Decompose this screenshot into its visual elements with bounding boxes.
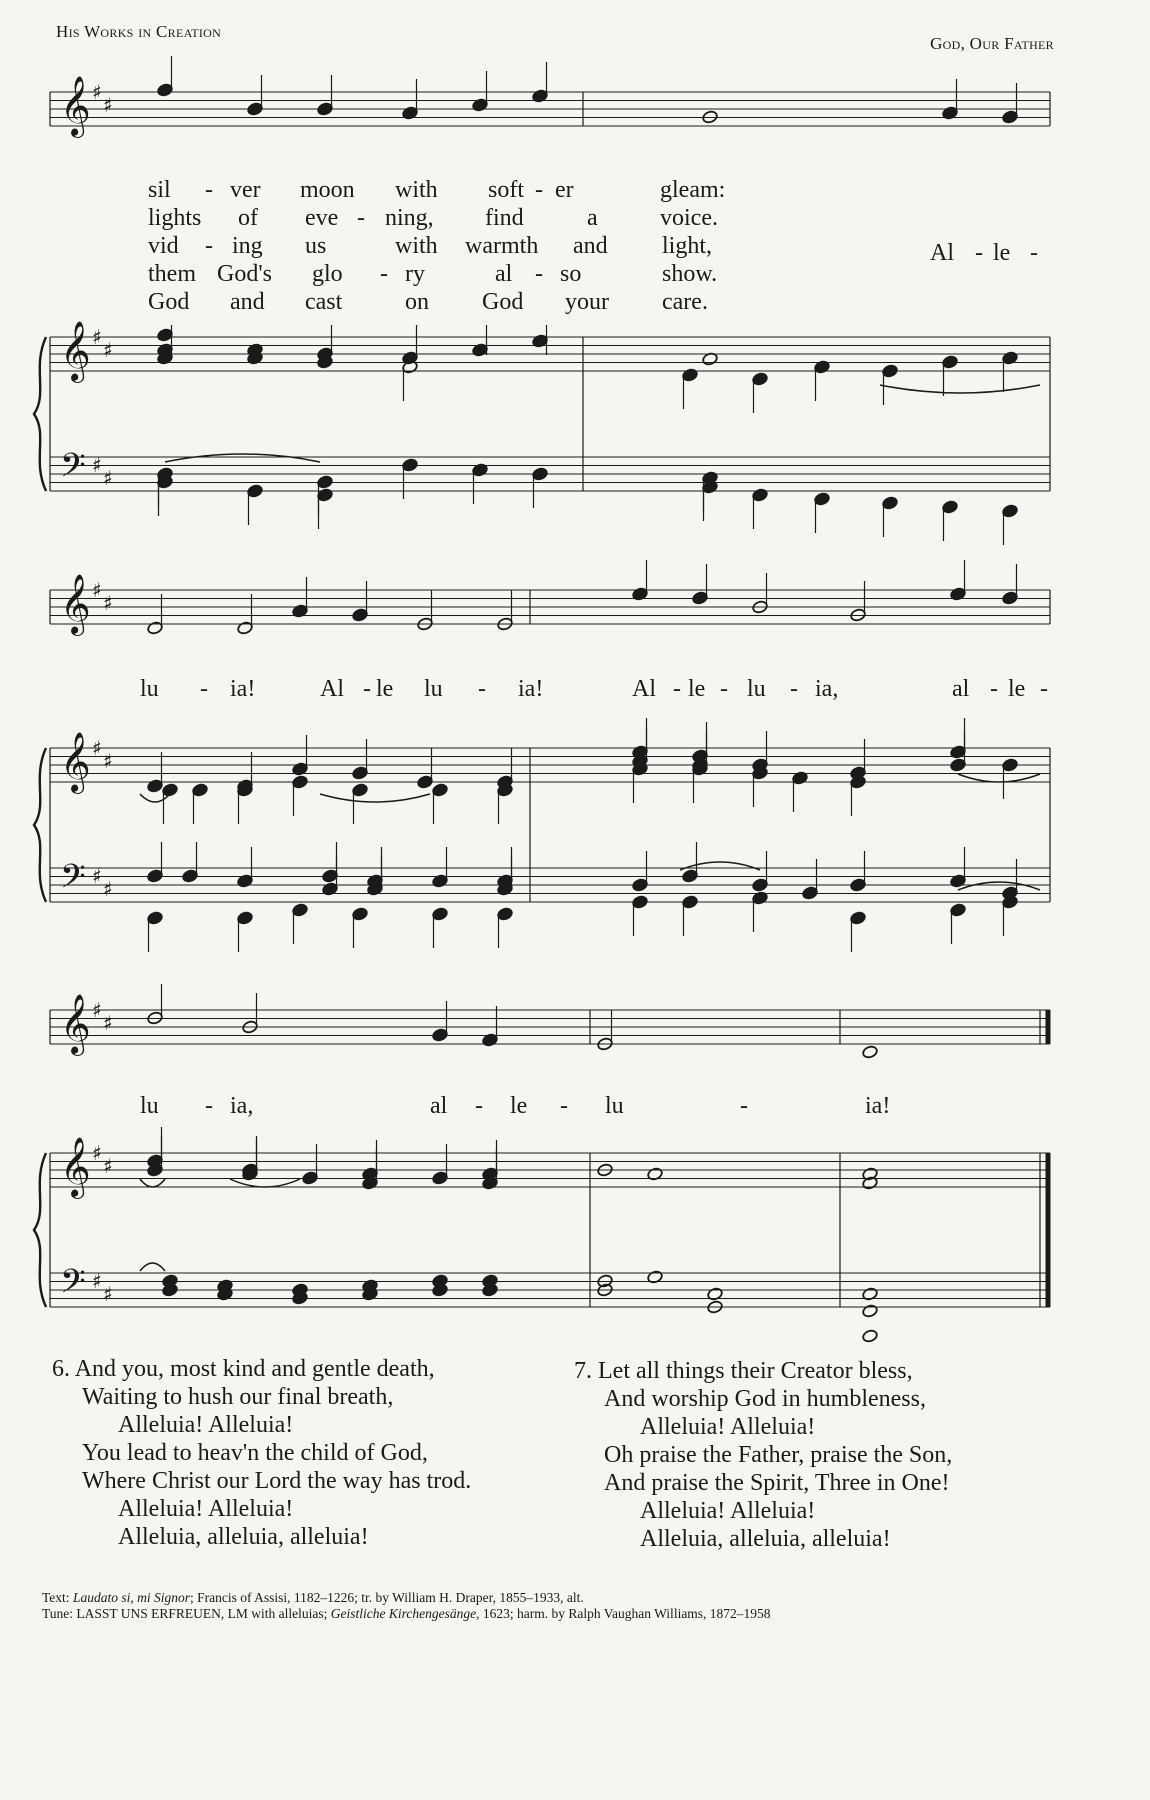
lyric-syllable: -	[380, 261, 388, 287]
note-head	[682, 869, 699, 883]
verse-number: 6.	[52, 1356, 70, 1382]
note-head	[814, 492, 831, 506]
lyric-syllable: -	[790, 676, 798, 702]
lyric-syllable: find	[485, 205, 524, 231]
note-head	[692, 591, 709, 605]
lyric-syllable: -	[205, 1093, 213, 1119]
lyric-syllable: -	[990, 676, 998, 702]
treble-clef: 𝄞	[60, 76, 91, 136]
verse-line: 6. And you, most kind and gentle death,	[52, 1356, 435, 1382]
treble-clef: 𝄞	[60, 994, 91, 1054]
note-head	[862, 1304, 879, 1318]
lyric-syllable: on	[405, 289, 429, 315]
treble-clef: 𝄞	[60, 321, 91, 381]
lyric-syllable: ia!	[865, 1093, 891, 1119]
note-head	[432, 783, 449, 797]
note-head	[862, 1329, 879, 1343]
lyric-syllable: God	[482, 289, 524, 315]
lyric-syllable: soft	[488, 177, 524, 203]
note-head	[147, 869, 164, 883]
note-head	[1002, 758, 1019, 772]
lyric-syllable: your	[565, 289, 609, 315]
treble-clef: 𝄞	[60, 1137, 91, 1197]
verse-6	[52, 1355, 471, 1551]
verse-7	[574, 1357, 952, 1553]
note-head	[882, 364, 899, 378]
lyric-syllable: cast	[305, 289, 343, 315]
lyric-syllable: a	[587, 205, 598, 231]
note-head	[352, 766, 369, 780]
note-head	[682, 895, 699, 909]
lyric-syllable: ver	[230, 177, 261, 203]
brace	[34, 748, 46, 902]
note-head	[1002, 504, 1019, 518]
category-header: God, Our Father	[930, 34, 1054, 53]
lyric-syllable: ing	[232, 233, 263, 259]
tune-credit: Tune: LASST UNS ERFREUEN, LM with alleluias; Geistliche Kirchengesänge, 1623; harm. by Ralph Vaughan Williams, 1872–1958	[42, 1606, 771, 1621]
lyric-syllable: sil	[148, 177, 171, 203]
note-head	[752, 372, 769, 386]
lyric-syllable: Al	[930, 240, 954, 266]
lyric-syllable: gleam:	[660, 177, 726, 203]
note-head	[317, 102, 334, 116]
lyric-syllable: of	[238, 205, 258, 231]
slur	[958, 774, 1040, 782]
note-head	[850, 911, 867, 925]
sharp-sign: ♯	[103, 591, 113, 615]
lyric-syllable: with	[395, 233, 438, 259]
note-head	[497, 907, 514, 921]
lyric-syllable: ning,	[385, 205, 434, 231]
lyric-syllable: warmth	[465, 233, 539, 259]
note-head	[532, 467, 549, 481]
verse-line: 7. Let all things their Creator bless,	[574, 1358, 913, 1384]
note-head	[237, 621, 254, 635]
sharp-sign: ♯	[92, 80, 102, 104]
brace	[34, 1153, 46, 1307]
verse-line: Alleluia, alleluia, alleluia!	[640, 1526, 891, 1552]
slur	[140, 1179, 165, 1187]
slur	[165, 454, 320, 462]
sharp-sign: ♯	[103, 338, 113, 362]
verse-line: Where Christ our Lord the way has trod.	[82, 1468, 472, 1494]
note-head	[182, 869, 199, 883]
verse-line: And praise the Spirit, Three in One!	[604, 1470, 950, 1496]
lyric-syllable: le	[376, 676, 394, 702]
lyric-syllable: -	[205, 177, 213, 203]
lyric-syllable: -	[475, 1093, 483, 1119]
verse-line: Waiting to hush our final breath,	[82, 1384, 394, 1410]
sharp-sign: ♯	[103, 1154, 113, 1178]
note-head	[317, 488, 334, 502]
bass-clef: 𝄢	[60, 447, 86, 493]
verse-line: Alleluia! Alleluia!	[640, 1414, 816, 1440]
note-head	[1002, 110, 1019, 124]
note-head	[247, 484, 264, 498]
note-head	[682, 368, 699, 382]
lyric-syllable: God's	[217, 261, 272, 287]
slur	[958, 882, 1040, 890]
lyric-syllable: glo	[312, 261, 343, 287]
lyric-syllable: -	[975, 240, 983, 266]
slur	[140, 1263, 165, 1271]
lyric-syllable: eve	[305, 205, 339, 231]
note-head	[147, 779, 164, 793]
lyric-syllable: show.	[662, 261, 718, 287]
lyric-syllable: -	[560, 1093, 568, 1119]
credits	[42, 1590, 771, 1622]
note-head	[302, 1171, 319, 1185]
lyric-syllable: lights	[148, 205, 202, 231]
note-head	[950, 903, 967, 917]
verse-number: 7.	[574, 1358, 592, 1384]
sharp-sign: ♯	[92, 1269, 102, 1293]
lyric-syllable: -	[673, 676, 681, 702]
note-head	[850, 878, 867, 892]
lyric-syllable: us	[305, 233, 327, 259]
note-head	[147, 621, 164, 635]
sharp-sign: ♯	[103, 466, 113, 490]
verse-line: Oh praise the Father, praise the Son,	[604, 1442, 953, 1468]
lyric-syllable: -	[1040, 676, 1048, 702]
lyric-syllable: and	[230, 289, 265, 315]
lyric-syllable: le	[1008, 676, 1026, 702]
lyric-syllable: ia!	[230, 676, 256, 702]
lyric-syllable: al	[952, 676, 970, 702]
lyric-syllable: le	[510, 1093, 528, 1119]
note-head	[882, 496, 899, 510]
verse-line: You lead to heav'n the child of God,	[82, 1440, 428, 1466]
note-head	[157, 83, 174, 97]
note-head	[192, 783, 209, 797]
lyric-syllable: le	[688, 676, 706, 702]
text-credit: Text: Laudato si, mi Signor; Francis of Assisi, 1182–1226; tr. by William H. Draper, 1855–1933, alt.	[42, 1590, 584, 1605]
note-head	[147, 911, 164, 925]
lyric-syllable: light,	[662, 233, 713, 259]
bass-clef: 𝄢	[60, 858, 86, 904]
verse-line: Alleluia! Alleluia!	[118, 1496, 294, 1522]
lyric-syllable: ry	[405, 261, 425, 287]
lyric-syllable: Al	[632, 676, 656, 702]
lyric-syllable: lu	[747, 676, 766, 702]
note-head	[632, 895, 649, 909]
lyric-syllable: -	[720, 676, 728, 702]
lyric-syllable: with	[395, 177, 438, 203]
lyric-syllable: God	[148, 289, 190, 315]
sharp-sign: ♯	[92, 1141, 102, 1165]
lyric-syllable: and	[573, 233, 608, 259]
lyric-syllable: -	[1030, 240, 1038, 266]
note-head	[752, 488, 769, 502]
slur	[230, 1179, 300, 1187]
lyric-syllable: so	[560, 261, 582, 287]
note-head	[802, 886, 819, 900]
verse-line: And worship God in humbleness,	[604, 1386, 926, 1412]
sharp-sign: ♯	[103, 749, 113, 773]
note-head	[292, 775, 309, 789]
sharp-sign: ♯	[103, 1282, 113, 1306]
lyric-syllable: vid	[148, 233, 179, 259]
note-head	[942, 500, 959, 514]
lyric-syllable: le	[993, 240, 1011, 266]
lyric-syllable: -	[535, 261, 543, 287]
note-head	[247, 102, 264, 116]
slur	[880, 385, 1040, 393]
sharp-sign: ♯	[92, 453, 102, 477]
note-head	[352, 608, 369, 622]
lyric-syllable: lu	[140, 676, 159, 702]
note-head	[417, 775, 434, 789]
lyric-syllable: lu	[605, 1093, 624, 1119]
lyric-syllable: lu	[140, 1093, 159, 1119]
lyric-syllable: lu	[424, 676, 443, 702]
note-head	[322, 869, 339, 883]
lyric-syllable: ia,	[815, 676, 839, 702]
lyric-syllable: moon	[300, 177, 355, 203]
sharp-sign: ♯	[92, 998, 102, 1022]
brace	[34, 337, 46, 491]
note-head	[942, 355, 959, 369]
note-head	[862, 1045, 879, 1059]
lyric-syllable: -	[740, 1093, 748, 1119]
note-head	[157, 328, 174, 342]
note-head	[432, 1171, 449, 1185]
lyric-syllable: ia,	[230, 1093, 254, 1119]
lyric-syllable: -	[363, 676, 371, 702]
lyric-syllable: er	[555, 177, 574, 203]
section-header: His Works in Creation	[56, 22, 222, 41]
note-head	[292, 903, 309, 917]
lyric-syllable: al	[430, 1093, 448, 1119]
note-head	[632, 878, 649, 892]
treble-clef: 𝄞	[60, 574, 91, 634]
lyric-syllable: -	[535, 177, 543, 203]
note-head	[752, 878, 769, 892]
lyric-syllable: voice.	[660, 205, 718, 231]
sharp-sign: ♯	[103, 877, 113, 901]
lyric-syllable: -	[357, 205, 365, 231]
lyric-syllable: -	[200, 676, 208, 702]
sharp-sign: ♯	[92, 736, 102, 760]
note-head	[950, 758, 967, 772]
lyric-syllable: ia!	[518, 676, 544, 702]
slur	[680, 862, 760, 870]
note-head	[317, 475, 334, 489]
lyric-syllable: them	[148, 261, 196, 287]
verse-line: Alleluia, alleluia, alleluia!	[118, 1524, 369, 1550]
sharp-sign: ♯	[92, 578, 102, 602]
lyric-syllable: Al	[320, 676, 344, 702]
note-head	[432, 907, 449, 921]
sharp-sign: ♯	[92, 864, 102, 888]
sharp-sign: ♯	[92, 325, 102, 349]
sharp-sign: ♯	[103, 93, 113, 117]
note-head	[432, 1028, 449, 1042]
treble-clef: 𝄞	[60, 732, 91, 792]
bass-clef: 𝄢	[60, 1263, 86, 1309]
verse-line: Alleluia! Alleluia!	[118, 1412, 294, 1438]
verse-line: Alleluia! Alleluia!	[640, 1498, 816, 1524]
lyric-syllable: care.	[662, 289, 708, 315]
sharp-sign: ♯	[103, 1011, 113, 1035]
note-head	[352, 783, 369, 797]
note-head	[352, 907, 369, 921]
slur	[320, 794, 430, 802]
note-head	[237, 911, 254, 925]
note-head	[402, 458, 419, 472]
note-head	[1002, 591, 1019, 605]
lyric-syllable: -	[205, 233, 213, 259]
lyric-syllable: al	[495, 261, 513, 287]
lyric-syllable: -	[478, 676, 486, 702]
